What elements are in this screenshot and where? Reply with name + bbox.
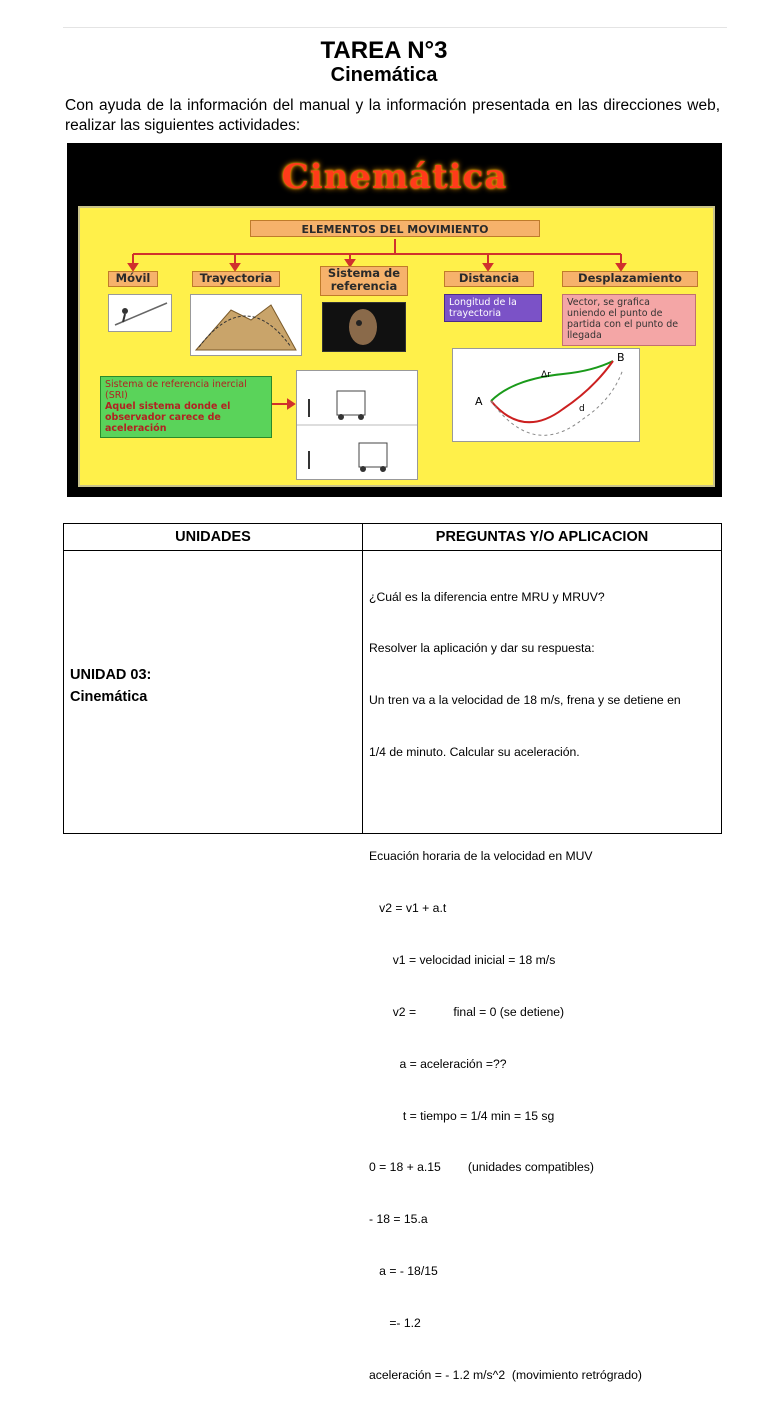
label-trayectoria: Trayectoria <box>192 271 280 287</box>
movil-image <box>108 294 172 332</box>
table-column-divider <box>362 524 363 833</box>
trayectoria-image <box>190 294 302 356</box>
label-movil: Móvil <box>108 271 158 287</box>
header-preguntas: PREGUNTAS Y/O APLICACION <box>435 529 649 545</box>
qa-line: Un tren va a la velocidad de 18 m/s, frena y se detiene en <box>369 693 681 708</box>
qa-line: v2 = final = 0 (se detiene) <box>369 1004 565 1019</box>
qa-line: v1 = velocidad inicial = 18 m/s <box>369 952 556 967</box>
header-unidades: UNIDADES <box>175 529 251 545</box>
qa-line: a = - 18/15 <box>369 1264 438 1279</box>
unit-topic: Cinemática <box>70 689 148 705</box>
point-b-label: B <box>617 351 625 364</box>
questions-cell <box>369 554 724 1419</box>
qa-line: v2 = v1 + a.t <box>369 900 447 915</box>
qa-line: 0 = 18 + a.15 (unidades compatibles) <box>369 1160 594 1175</box>
sistema-referencia-image <box>322 302 406 352</box>
qa-line: t = tiempo = 1/4 min = 15 sg <box>369 1108 555 1123</box>
units-table <box>63 523 722 1382</box>
sri-box <box>100 376 272 438</box>
sri-image <box>296 370 418 480</box>
top-divider <box>63 27 727 28</box>
diagram-title: Cinemática <box>281 157 508 197</box>
unit-cell <box>70 664 151 708</box>
desplazamiento-desc: Vector, se grafica uniendo el punto de partida con el punto de llegada <box>562 294 696 346</box>
intro-paragraph: Con ayuda de la información del manual y la información presentada en las direcciones web, realizar las siguientes actividades: <box>65 97 720 134</box>
delta-r-label: Δr <box>541 370 551 380</box>
page-subtitle: Cinemática <box>330 64 438 86</box>
distancia-desc: Longitud de la trayectoria <box>444 294 542 322</box>
label-distancia: Distancia <box>444 271 534 287</box>
unit-number: UNIDAD 03: <box>70 667 152 683</box>
qa-line <box>369 796 724 813</box>
label-desplazamiento: Desplazamiento <box>562 271 698 287</box>
qa-line: a = aceleración =?? <box>369 1056 507 1071</box>
d-label: d <box>579 404 585 414</box>
diagram-board <box>78 206 715 487</box>
sri-desc: Aquel sistema donde el observador carece de aceleración <box>105 401 231 434</box>
cinematica-diagram <box>67 143 722 497</box>
main-label: ELEMENTOS DEL MOVIMIENTO <box>250 220 540 237</box>
point-a-label: A <box>475 395 483 408</box>
label-sistema-referencia: Sistema de referencia <box>320 266 408 296</box>
qa-line: ¿Cuál es la diferencia entre MRU y MRUV? <box>369 589 605 604</box>
qa-line: - 18 = 15.a <box>369 1212 428 1227</box>
qa-line: =- 1.2 <box>369 1316 421 1331</box>
table-header-divider <box>64 550 721 551</box>
qa-line: 1/4 de minuto. Calcular su aceleración. <box>369 745 580 760</box>
page-title: TAREA N°3 <box>320 37 448 64</box>
qa-line: aceleración = - 1.2 m/s^2 (movimiento retrógrado) <box>369 1367 642 1382</box>
qa-line: Ecuación horaria de la velocidad en MUV <box>369 849 593 864</box>
desplazamiento-graph <box>452 348 640 442</box>
qa-line: Resolver la aplicación y dar su respuesta: <box>369 641 595 656</box>
sri-title: Sistema de referencia inercial (SRI) <box>105 379 247 401</box>
